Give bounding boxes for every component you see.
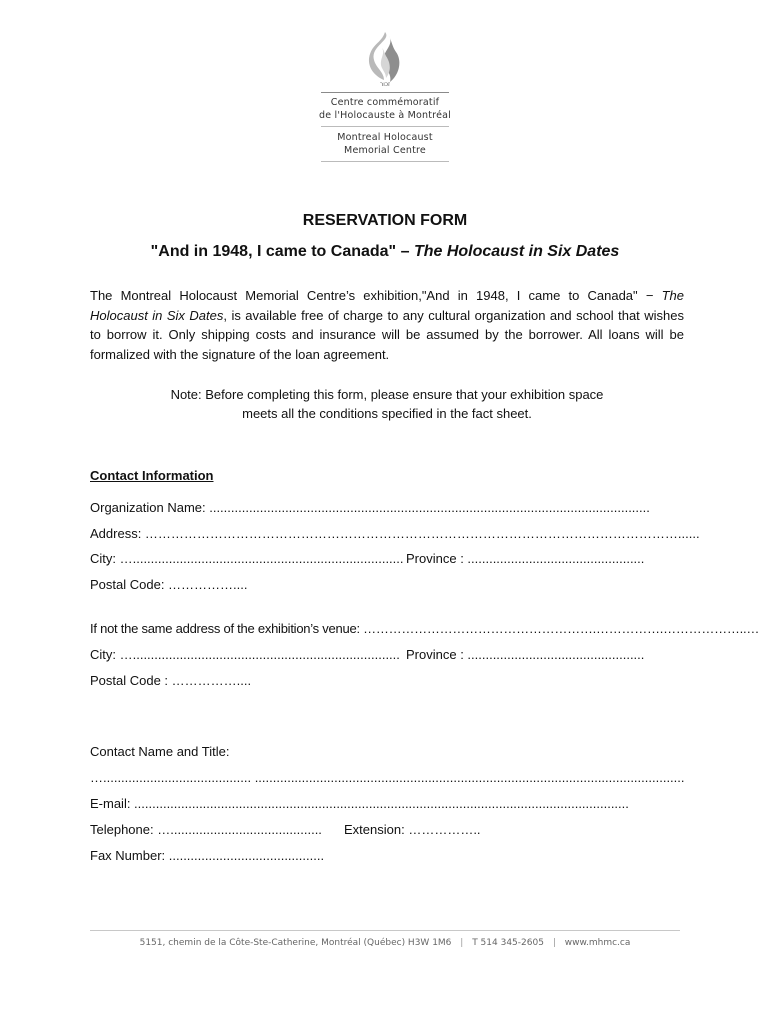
logo-divider bbox=[321, 92, 449, 93]
intro-part-2: , is available free of charge to any cultural organization and school that wishes to borrow it. Only shipping costs and insurance will be assumed by the borrower. All loans will be formalized with the signature of the loan agreement. bbox=[90, 307, 685, 362]
footer-separator: | bbox=[552, 938, 556, 948]
intro-paragraph bbox=[90, 286, 684, 364]
subtitle-plain: "And in 1948, I came to Canada" – bbox=[150, 243, 414, 260]
logo-mark-initial: זכור bbox=[379, 81, 391, 88]
footer-divider bbox=[90, 930, 680, 931]
venue-postal-code-field[interactable]: Postal Code : …………….... bbox=[90, 673, 252, 688]
logo-divider bbox=[321, 161, 449, 162]
footer-address: 5151, chemin de la Côte-Ste-Catherine, Montréal (Québec) H3W 1M6 bbox=[139, 938, 452, 948]
email-field[interactable]: E-mail: ......................................................................................................................................... bbox=[90, 796, 629, 811]
note bbox=[90, 385, 684, 423]
logo-name-en-1: Montreal Holocaust bbox=[337, 132, 433, 143]
logo bbox=[300, 30, 470, 162]
organization-name-field[interactable]: Organization Name: .......................................................................................................................... bbox=[90, 500, 650, 515]
venue-address-field[interactable]: If not the same address of the exhibition’s venue: ……………………………………………….…………….………………..… bbox=[90, 621, 760, 636]
footer-website: www.mhmc.ca bbox=[564, 938, 631, 948]
note-line-1: Note: Before completing this form, please ensure that your exhibition space bbox=[170, 387, 604, 402]
flame-logo-icon bbox=[362, 30, 408, 88]
intro-part-1: The Montreal Holocaust Memorial Centre’s exhibition,"And in 1948, I came to Canada" − bbox=[90, 288, 662, 303]
note-line-2: meets all the conditions specified in the fact sheet. bbox=[242, 406, 532, 421]
logo-name-fr-1: Centre commémoratif bbox=[330, 97, 440, 108]
footer-separator: | bbox=[460, 938, 464, 948]
fax-number-field[interactable]: Fax Number: ........................................... bbox=[90, 848, 325, 863]
form-title: RESERVATION FORM bbox=[302, 212, 468, 229]
logo-divider bbox=[321, 126, 449, 127]
city-field[interactable]: City: …........................................................................... bbox=[90, 551, 404, 566]
venue-province-field[interactable]: Province : ................................................. bbox=[406, 647, 645, 662]
contact-name-label: Contact Name and Title: bbox=[90, 744, 230, 759]
postal-code-field[interactable]: Postal Code: …………….... bbox=[90, 577, 248, 592]
extension-field[interactable]: Extension: …………….. bbox=[344, 822, 481, 837]
footer bbox=[90, 938, 680, 948]
subtitle-italic: The Holocaust in Six Dates bbox=[413, 243, 620, 260]
form-subtitle bbox=[0, 243, 770, 261]
intro-italic: The Holocaust in Six Dates bbox=[90, 288, 684, 323]
logo-name-fr-2: de l'Holocauste à Montréal bbox=[319, 110, 451, 121]
footer-phone: T 514 345-2605 bbox=[472, 938, 544, 948]
contact-heading: Contact Information bbox=[90, 468, 214, 483]
province-field[interactable]: Province : ................................................. bbox=[406, 551, 645, 566]
venue-city-field[interactable]: City: ….......................................................................... bbox=[90, 647, 400, 662]
logo-name-en-2: Memorial Centre bbox=[344, 145, 426, 156]
address-field[interactable]: Address: ……………………………………………………………………………………………………………...... bbox=[90, 526, 700, 541]
contact-name-field[interactable]: …......................................... ....................................................................................................................... bbox=[90, 770, 685, 785]
telephone-field[interactable]: Telephone: ….......................................... bbox=[90, 822, 322, 837]
